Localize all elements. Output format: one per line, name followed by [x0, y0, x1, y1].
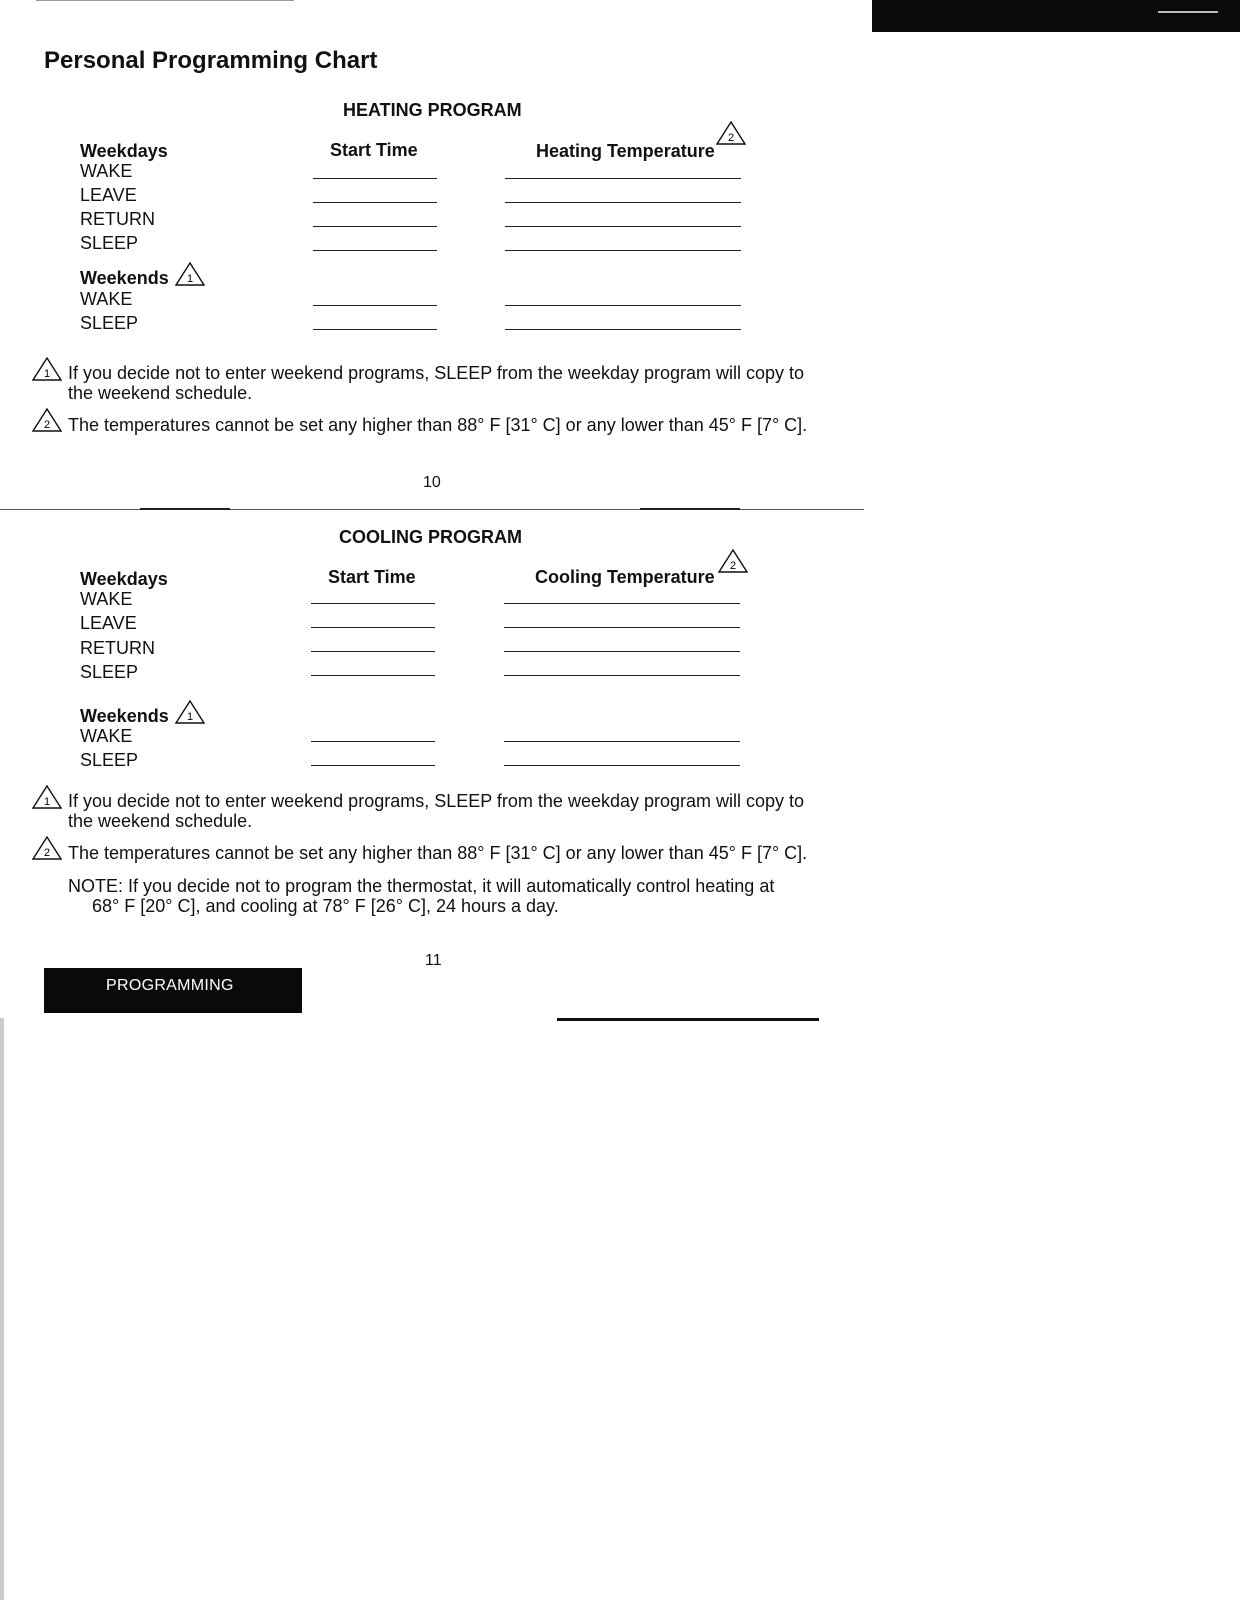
svg-text:1: 1 [43, 368, 51, 380]
heating-program-title: HEATING PROGRAM [343, 100, 522, 120]
cooling-row-label: RETURN [80, 638, 155, 658]
heating-weekend-row-label: WAKE [80, 289, 133, 309]
warning-triangle-1-icon [32, 785, 62, 809]
cooling-start-time-blank[interactable] [311, 675, 435, 676]
heating-note-weekend-copy: If you decide not to enter weekend programs, SLEEP from the weekday program will copy to the weekend schedule. [68, 363, 805, 403]
heating-row-label: RETURN [80, 209, 155, 229]
cooling-weekend-row-label: SLEEP [80, 750, 139, 770]
warning-triangle-2-icon [716, 121, 746, 145]
heating-weekends-header: Weekends [80, 268, 169, 288]
cooling-weekends-header: Weekends [80, 706, 169, 726]
heating-row-label: WAKE [80, 161, 133, 181]
warning-triangle-1-icon [32, 357, 62, 381]
divider-thick-segment [640, 508, 740, 510]
scan-bar-top-right [872, 0, 1240, 32]
heating-start-time-header: Start Time [330, 140, 418, 160]
heating-weekend-row-label: SLEEP [80, 313, 139, 333]
heating-row-label: LEAVE [80, 185, 137, 205]
cooling-start-time-header: Start Time [328, 567, 416, 587]
heating-temperature-blank[interactable] [505, 329, 741, 330]
cooling-temperature-blank[interactable] [504, 741, 740, 742]
section-tab-label: PROGRAMMING [106, 977, 234, 994]
heating-start-time-blank[interactable] [313, 329, 437, 330]
cooling-temperature-blank[interactable] [504, 765, 740, 766]
bottom-rule [557, 1018, 819, 1021]
svg-text:1: 1 [186, 273, 194, 285]
cooling-temperature-blank[interactable] [504, 627, 740, 628]
section-tab [44, 968, 302, 1013]
cooling-program-title: COOLING PROGRAM [339, 527, 522, 547]
cooling-temperature-header: Cooling Temperature [535, 567, 715, 587]
cooling-start-time-blank[interactable] [311, 603, 435, 604]
heating-row-label: SLEEP [80, 233, 139, 253]
heating-temperature-blank[interactable] [505, 226, 741, 227]
cooling-row-label: WAKE [80, 589, 133, 609]
cooling-row-label: SLEEP [80, 662, 139, 682]
cooling-start-time-blank[interactable] [311, 627, 435, 628]
scan-edge-left [0, 1018, 4, 1600]
cooling-note-weekend-copy: If you decide not to enter weekend programs, SLEEP from the weekday program will copy to the weekend schedule. [68, 791, 805, 831]
heating-start-time-blank[interactable] [313, 202, 437, 203]
svg-text:2: 2 [727, 132, 735, 144]
page-title: Personal Programming Chart [44, 47, 378, 74]
heating-note-temperature-limits: The temperatures cannot be set any higher than 88° F [31° C] or any lower than 45° F [7° C]. [68, 415, 808, 435]
cooling-start-time-blank[interactable] [311, 741, 435, 742]
warning-triangle-1-icon [175, 700, 205, 724]
cooling-temperature-blank[interactable] [504, 651, 740, 652]
warning-triangle-1-icon [175, 262, 205, 286]
heating-temperature-blank[interactable] [505, 202, 741, 203]
svg-text:2: 2 [43, 419, 51, 431]
cooling-weekdays-header: Weekdays [80, 569, 168, 589]
heating-temperature-blank[interactable] [505, 305, 741, 306]
heating-weekdays-header: Weekdays [80, 141, 168, 161]
page-number: 11 [425, 952, 442, 969]
divider-thick-segment [140, 508, 230, 510]
svg-text:1: 1 [186, 711, 194, 723]
warning-triangle-2-icon [718, 549, 748, 573]
heating-temperature-header: Heating Temperature [536, 141, 715, 161]
svg-text:1: 1 [43, 796, 51, 808]
cooling-row-label: LEAVE [80, 613, 137, 633]
heating-temperature-blank[interactable] [505, 250, 741, 251]
heating-start-time-blank[interactable] [313, 226, 437, 227]
cooling-start-time-blank[interactable] [311, 765, 435, 766]
heating-start-time-blank[interactable] [313, 305, 437, 306]
svg-text:2: 2 [729, 560, 737, 572]
warning-triangle-2-icon [32, 408, 62, 432]
general-default-note: NOTE: If you decide not to program the thermostat, it will automatically control heating at 68° F [20° C], and cooling at 78° F [26° C], 24 hours a day. [68, 876, 775, 916]
cooling-note-temperature-limits: The temperatures cannot be set any higher than 88° F [31° C] or any lower than 45° F [7° C]. [68, 843, 808, 863]
cooling-start-time-blank[interactable] [311, 651, 435, 652]
cooling-weekend-row-label: WAKE [80, 726, 133, 746]
heating-start-time-blank[interactable] [313, 250, 437, 251]
cooling-temperature-blank[interactable] [504, 675, 740, 676]
svg-text:2: 2 [43, 847, 51, 859]
page-number: 10 [423, 474, 441, 491]
warning-triangle-2-icon [32, 836, 62, 860]
cooling-temperature-blank[interactable] [504, 603, 740, 604]
heating-start-time-blank[interactable] [313, 178, 437, 179]
top-rule [36, 0, 294, 1]
heating-temperature-blank[interactable] [505, 178, 741, 179]
